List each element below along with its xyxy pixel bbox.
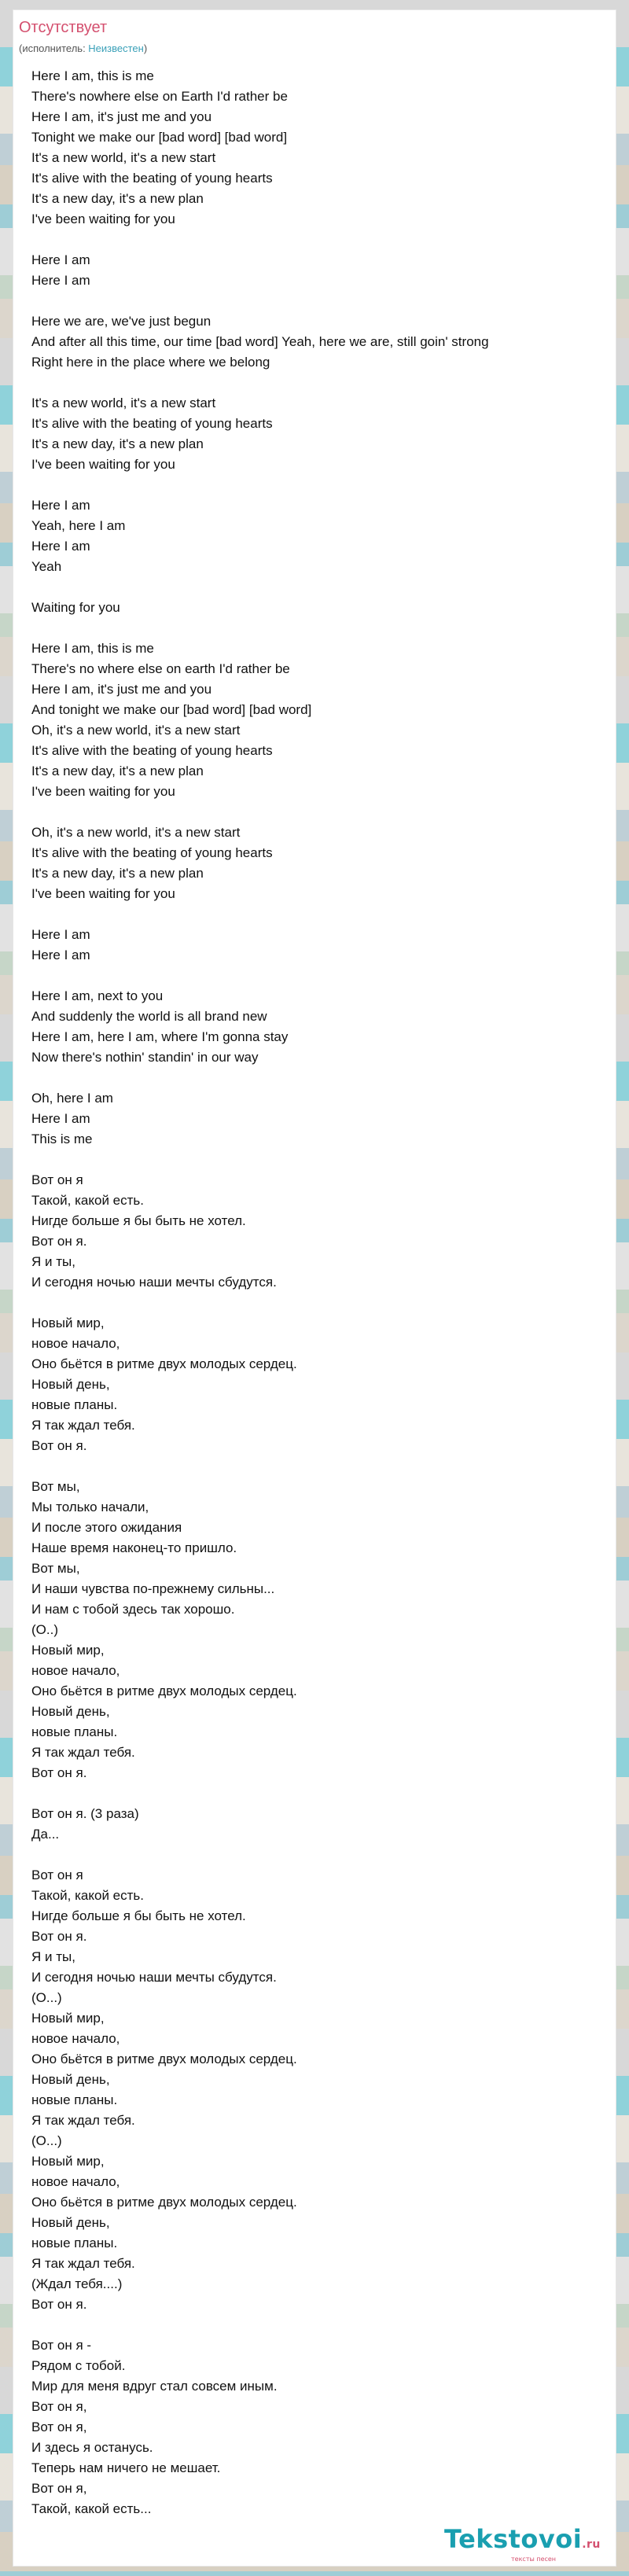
artist-prefix: (исполнитель: (19, 42, 89, 54)
artist-link[interactable]: Неизвестен (88, 42, 144, 54)
lyrics-text: Here I am, this is me There's nowhere else on Earth I'd rather be Here I am, it's just me and you Tonight we make our [bad word] [bad word] It's a new world, it's a new start It's alive with the beating of young hearts It's a new day, it's a new plan I've been waiting for you Here I am Here I am Here we are, we've just begun And after all this time, our time [bad word] Yeah, here we are, still goin' strong Right here in the place where we belong It's a new world, it's a new start It's alive with the beating of young hearts It's a new day, it's a new plan I've been waiting for you Here I am Yeah, here I am Here I am Yeah Waiting for you Here I am, this is me There's no where else on earth I'd rather be Here I am, it's just me and you And tonight we make our [bad word] [bad word] Oh, it's a new world, it's a new start It's alive with the beating of young hearts It's a new day, it's a new plan I've been waiting for you Oh, it's a new world, it's a new start It's alive with the beating of young hearts It's a new day, it's a new plan I've been waiting for you Here I am Here I am Here I am, next to you And suddenly the world is all brand new Here I am, here I am, where I'm gonna stay Now there's nothin' standin' in our way Oh, here I am Here I am This is me Вот он я Такой, какой есть. Нигде больше я бы быть не хотел. Вот он я. Я и ты, И сегодня ночью наши мечты сбудутся. Новый мир, новое начало, Оно бьётся в ритме двух молодых сердец. Новый день, новые планы. Я так ждал тебя. Вот он я. Вот мы, Мы только начали, И после этого ожидания Наше время наконец-то пришло. Вот мы, И наши чувства по-прежнему сильны... И нам с тобой здесь так хорошо. (О..) Новый мир, новое начало, Оно бьётся в ритме двух молодых сердец. Новый день, новые планы. Я так ждал тебя. Вот он я. Вот он я. (3 раза) Да... Вот он я Такой, какой есть. Нигде больше я бы быть не хотел. Вот он я. Я и ты, И сегодня ночью наши мечты сбудутся. (О...) Новый мир, новое начало, Оно бьётся в ритме двух молодых сердец. Новый день, новые планы. Я так ждал тебя. (О...) Новый мир, новое начало, Оно бьётся в ритме двух молодых сердец. Новый день, новые планы. Я так ждал тебя. (Ждал тебя....) Вот он я. Вот он я - Рядом с тобой. Мир для меня вдруг стал совсем иным. Вот он я, Вот он я, И здесь я останусь. Теперь нам ничего не мешает. Вот он я, Такой, какой есть... (31, 68, 489, 2516)
artist-line (19, 42, 147, 55)
artist-suffix: ) (143, 42, 148, 54)
song-title: Отсутствует (19, 19, 108, 36)
logo-tld: .ru (582, 2538, 601, 2551)
logo-brand: Tekstovoi (444, 2524, 583, 2554)
logo-tagline: тексты песен (511, 2556, 557, 2563)
tekstovoi-logo[interactable] (444, 2525, 601, 2559)
